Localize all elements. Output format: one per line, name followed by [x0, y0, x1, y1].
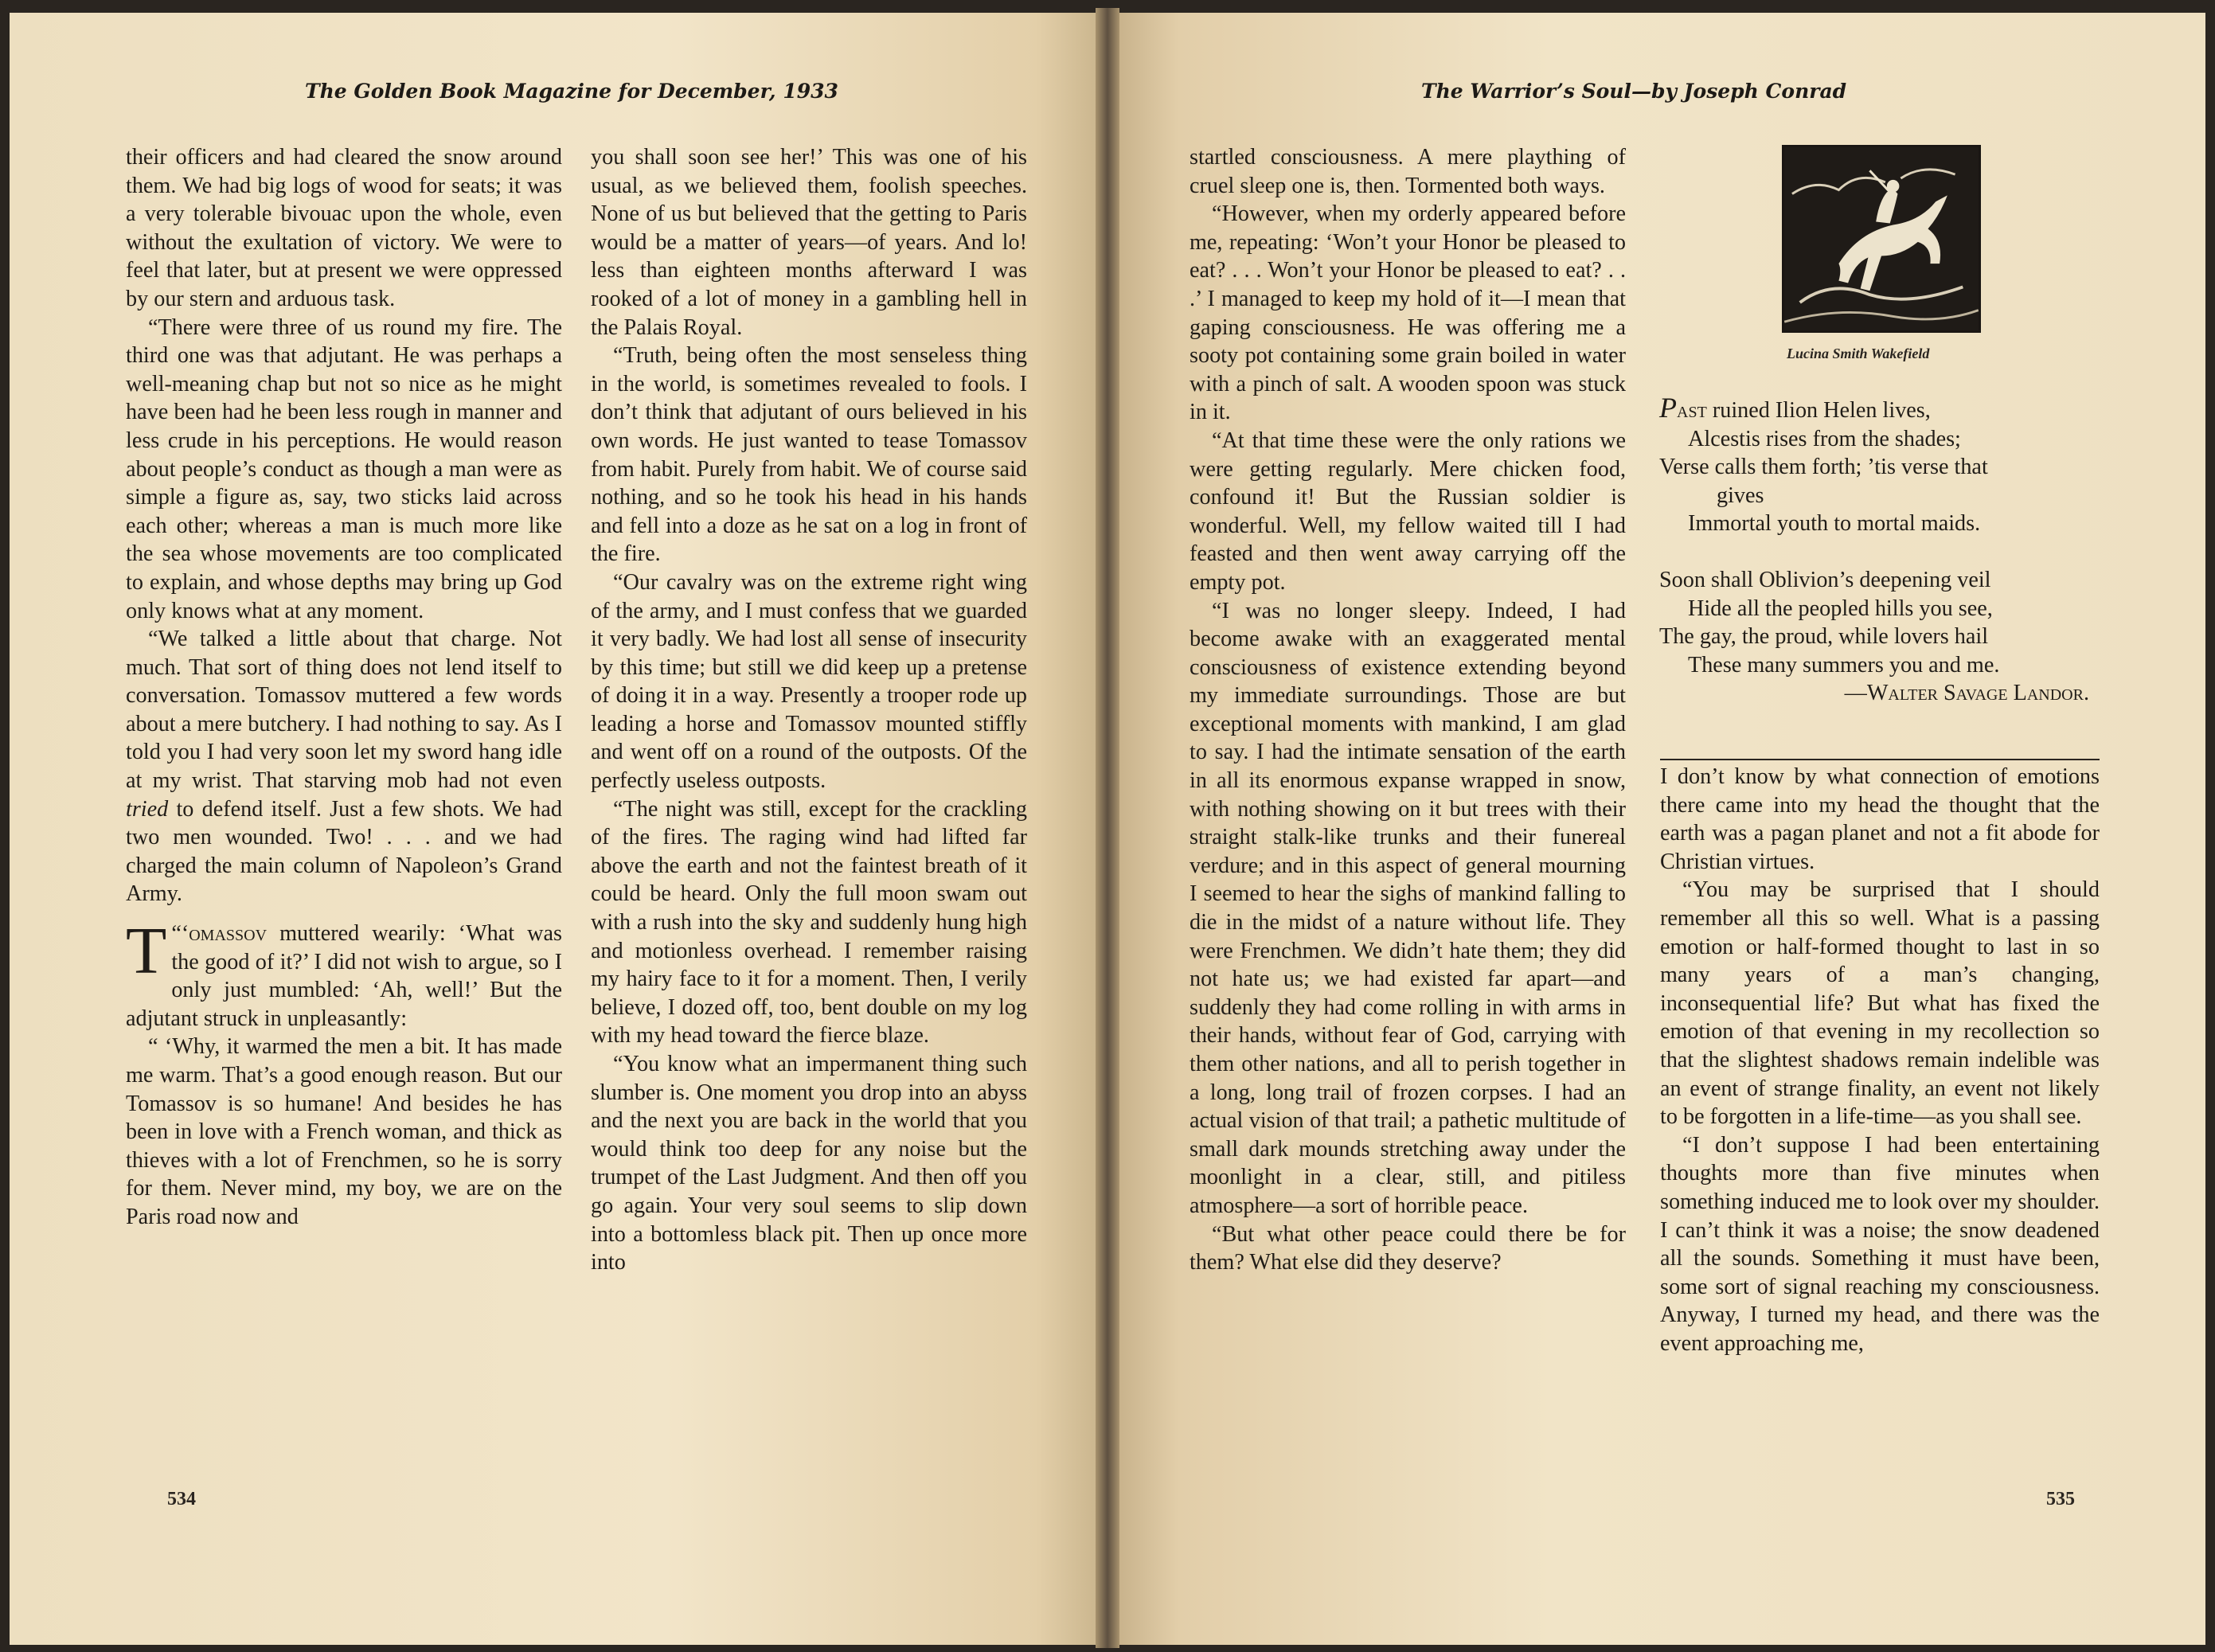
paragraph: “The night was still, except for the crackling of the fires. The raging wind had lifted far above the earth and not the faintest breath of it could be heard. Only the full moon swam out with a rush into the sky and suddenly hung high and motionless overhead. I remember raising my hairy face to it for a moment. Then, I verily believe, I dozed off, too, bent double on my log with my head toward the fierce blaze.: [591, 796, 1027, 1049]
paragraph: “I was no longer sleepy. Indeed, I had become awake with an exaggerated mental consciousness of existence extending beyond my immediate surroundings. Those are but exceptional moments with mankind, I am glad to say. I had the intimate sensation of the earth in all its enormous expanse wrapped in snow, with nothing showing on it but trees with their straight stalk-like trunks and their funereal verdure; and in this aspect of general mourning I seemed to hear the sighs of mankind falling to die in the midst of a nature without life. They were Frenchmen. We didn’t hate them; they did not hate us; we had existed far apart—and suddenly they had come rolling in with arms in their hands, without fear of God, carrying with them other nations, and all to perish together in a long, long trail of frozen corpses. I had an actual vision of that trail; a pathetic multitude of small dark mounds stretching away under the moonlight in a clear, still, and pitiless atmosphere—a sort of horrible peace.: [1190, 598, 1626, 1218]
stanza-break: [1659, 538, 2105, 566]
paragraph: “But what other peace could there be for them? What else did they deserve?: [1190, 1221, 1626, 1275]
drop-cap: T: [126, 914, 167, 989]
poem-line: Immortal youth to mortal maids.: [1688, 511, 1981, 537]
paragraph: [126, 625, 562, 908]
left-page-number: 534: [167, 1489, 196, 1509]
left-column-1: [126, 143, 562, 1232]
paragraph: their officers and had cleared the snow around them. We had big logs of wood for seats; it was a very tolerable bivouac upon the whole, even without the exultation of victory. We were to feel that later, but at present we were oppressed by our stern and arduous task.: [126, 145, 562, 311]
left-running-head: The Golden Book Magazine for December, 1933: [305, 80, 838, 103]
poem-line: Soon shall Oblivion’s deepening veil: [1659, 567, 1991, 592]
poem-line: Verse calls them forth; ’tis verse that: [1659, 455, 1988, 480]
woodcut-illustration: [1782, 145, 1981, 333]
text-run: ruined Ilion Helen lives,: [1706, 398, 1931, 423]
right-running-head: The Warrior’s Soul—by Joseph Conrad: [1421, 80, 1847, 103]
paragraph: “I don’t suppose I had been entertaining thoughts more than five minutes when something induced me to look over my shoulder. I can’t think it was a noise; the snow deadened all the sounds. Something it must have been, some sort of signal reaching my consciousness. Anyway, I turned my head, and there was the event approaching me,: [1660, 1132, 2100, 1356]
paragraph: “However, when my orderly appeared before me, repeating: ‘Won’t your Honor be pleased to eat? . . . Won’t your Honor be pleased to eat? . . .’ I managed to keep my hold of it—I mean that gaping consciousness. He was offering me a sooty pot containing some grain boiled in water with a pinch of salt. A wooden spoon was stuck in it.: [1190, 201, 1626, 425]
text-run: “We talked a little about that charge. Not much. That sort of thing does not lend itself to conversation. Tomassov muttered a few words about a mere butchery. I had nothing to say. As I told you I had very soon let my sword hang idle at my wrist. That starving mob had not even: [126, 627, 562, 794]
poem-line: gives: [1717, 482, 1764, 508]
poem-attribution: —Walter Savage Landor.: [1844, 681, 2089, 706]
poem-line: [1659, 394, 2105, 425]
poem-line: These many summers you and me.: [1688, 652, 2000, 678]
drop-cap-paragraph: [126, 914, 562, 1033]
paragraph: startled consciousness. A mere plaything of cruel sleep one is, then. Tormented both ways.: [1190, 145, 1626, 198]
opening-quote: “‘: [171, 921, 189, 947]
paragraph: “At that time these were the only rations we were getting regularly. Mere chicken food, confound it! But the Russian soldier is wonderful. Well, my fellow waited till I had feasted and then went away carrying off the empty pot.: [1190, 428, 1626, 595]
paragraph: you shall soon see her!’ This was one of his usual, as we believed them, foolish speeches. None of us but believed that the getting to Paris would be a matter of years—of years. And lo! less than eighteen months afterward I was rooked of a lot of money in a gambling hell in the Palais Royal.: [591, 145, 1027, 340]
poem-line: Hide all the peopled hills you see,: [1688, 596, 1993, 621]
paragraph: I don’t know by what connection of emotions there came into my head the thought that the earth was a pagan planet and not a fit abode for Christian virtues.: [1660, 764, 2100, 874]
paragraph: “You know what an impermanent thing such slumber is. One moment you drop into an abyss and the next you are back in the world that you would think too deep for any noise but the trumpet of the Last Judgment. And then off you go again. Your very soul seems to slip down into a bottomless black pit. Then up once more into: [591, 1052, 1027, 1275]
right-column-2: [1660, 763, 2100, 1357]
left-column-2: [591, 143, 1027, 1277]
text-run: muttered wearily: ‘What was the good of it?’ I did not wish to argue, so I only just mumbled: ‘Ah, well!’ But the adjutant struck in unpleasantly:: [126, 921, 562, 1031]
paragraph: “You may be surprised that I should remember all this so well. What is a passing emotion or half-formed thought to last in so many years of a man’s changing, inconsequential life? But what has fixed the emotion of that evening in my recollection so that the slightest shadows remain indelible was an event of strange finality, an event not likely to be forgotten in a life-time—as you shall see.: [1660, 877, 2100, 1130]
right-page-number: 535: [2046, 1489, 2075, 1509]
small-caps-text: ast: [1677, 398, 1707, 423]
poem-initial: P: [1659, 392, 1677, 424]
right-column-1: [1190, 143, 1626, 1277]
paragraph: “There were three of us round my fire. The third one was that adjutant. He was perhaps a well-meaning chap but not so nice as he might have been had he been less rough in manner and less crude in his perceptions. He would reason about people’s conduct as though a man were as simple a figure as, say, two sticks laid across each other; whereas a man is much more like the sea whose movements are too complicated to explain, and whose depths may bring up God only knows what at any moment.: [126, 314, 562, 623]
small-caps-text: omassov: [189, 921, 268, 947]
paragraph: “Our cavalry was on the extreme right wing of the army, and I must confess that we guarded it very badly. We had lost all sense of insecurity by this time; but still we did keep up a pretense of doing it in a way. Presently a trooper rode up leading a horse and Tomassov mounted stiffly and went off on a round of the outposts. Of the perfectly useless outposts.: [591, 569, 1027, 794]
rearing-horse-rider-icon: [1784, 147, 1979, 330]
poem: [1659, 394, 2105, 708]
illustration-credit: Lucina Smith Wakefield: [1787, 346, 1930, 361]
section-divider: [1660, 759, 2100, 760]
poem-line: Alcestis rises from the shades;: [1688, 426, 1961, 451]
text-run: to defend itself. Just a few shots. We had two men wounded. Two! . . . and we had charged the main column of Napoleon’s Grand Army.: [126, 796, 562, 907]
paragraph: “Truth, being often the most senseless thing in the world, is sometimes revealed to fools. I don’t think that adjutant of ours believed in his own words. He just wanted to tease Tomassov from habit. Purely from habit. We of course said nothing, and so he took his head in his hands and fell into a doze as he sat on a log in front of the fire.: [591, 343, 1027, 567]
book-gutter: [1096, 8, 1119, 1648]
emphasis-text: tried: [126, 796, 169, 822]
poem-line: The gay, the proud, while lovers hail: [1659, 624, 1989, 650]
paragraph: “ ‘Why, it warmed the men a bit. It has made me warm. That’s a good enough reason. But our Tomassov is so humane! And besides he has been in love with a French woman, and thick as thieves with a lot of Frenchmen, so he is sorry for them. Never mind, my boy, we are on the Paris road now and: [126, 1034, 562, 1229]
